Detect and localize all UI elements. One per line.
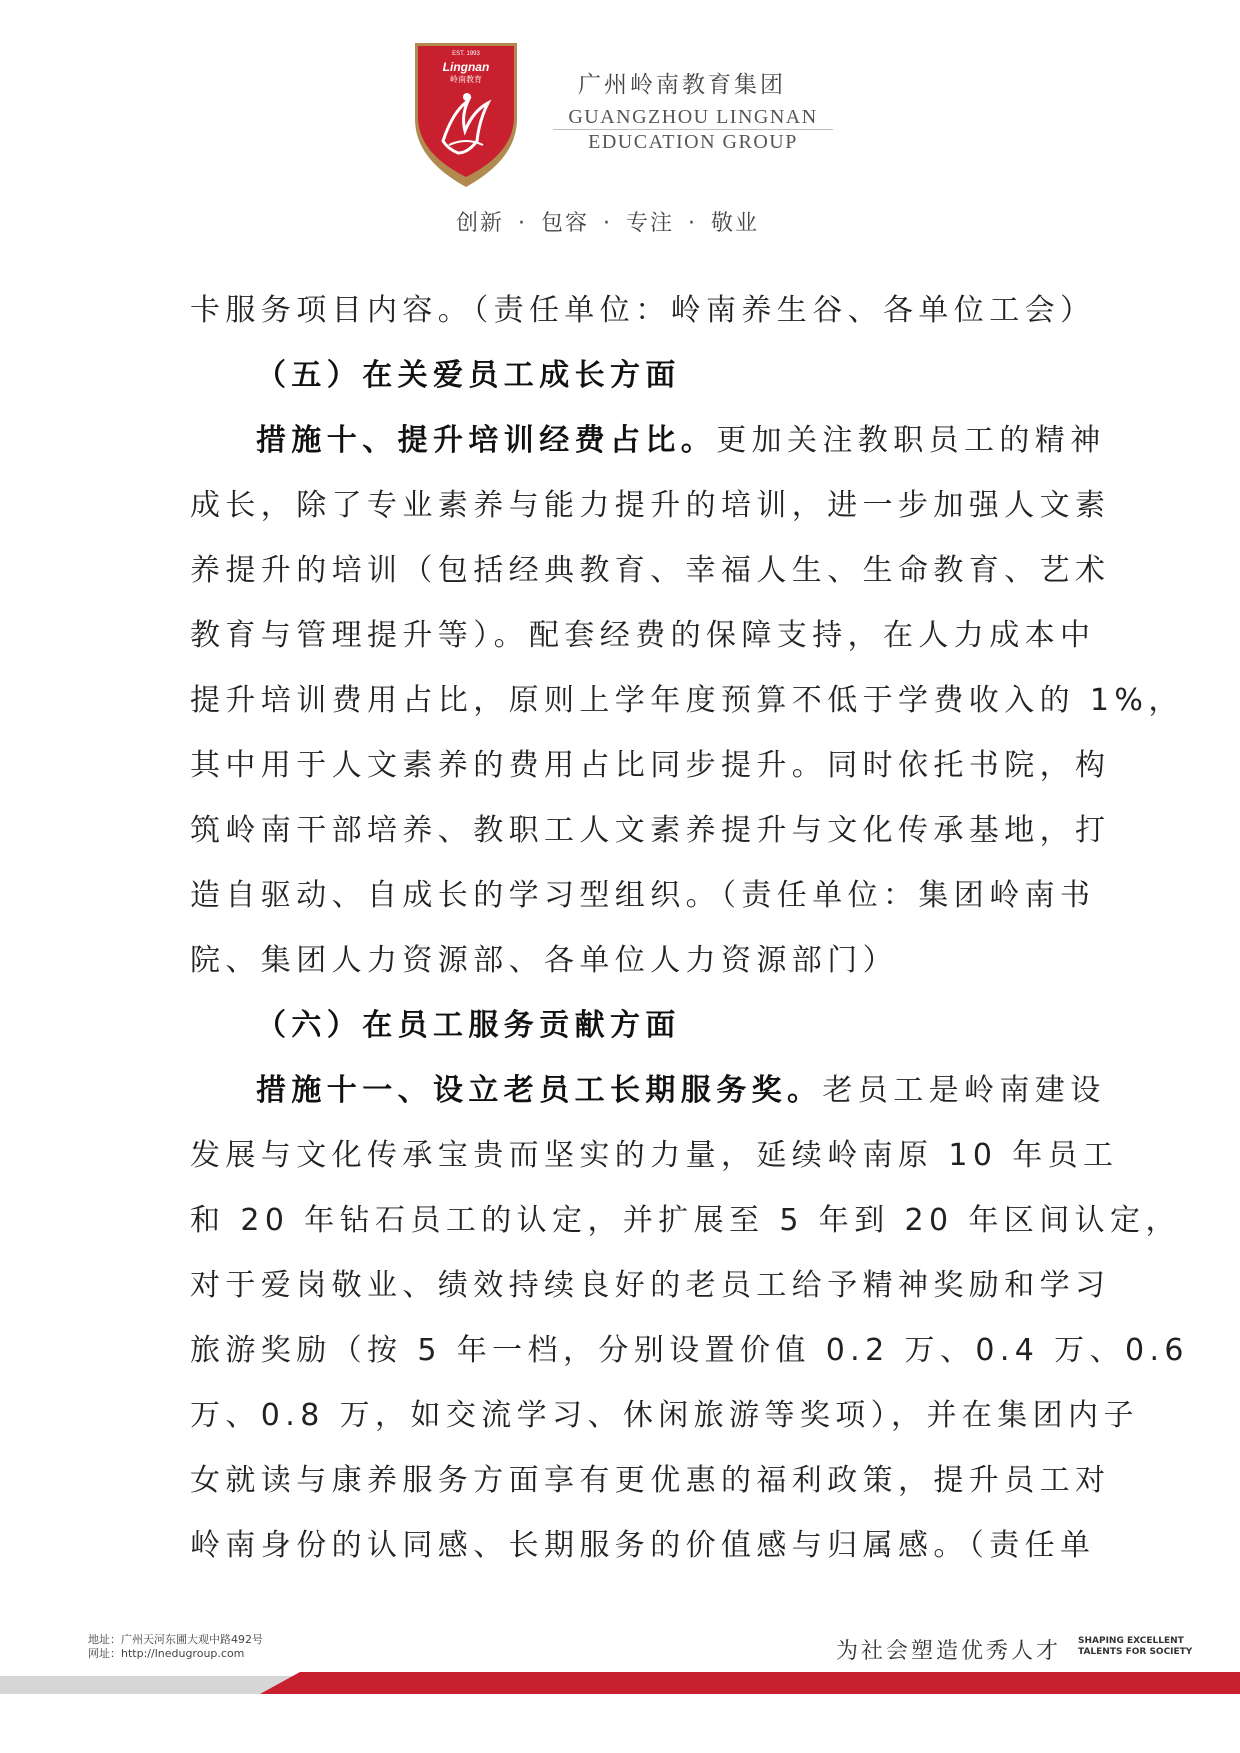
body-line: 卡服务项目内容。（责任单位：岭南养生谷、各单位工会） xyxy=(190,293,1096,328)
footer-address: 地址：广州天河东圃大观中路492号 xyxy=(88,1633,263,1646)
brand-name-en-line2: EDUCATION GROUP xyxy=(588,131,798,153)
body-line: 筑岭南干部培养、教职工人文素养提升与文化传承基地，打 xyxy=(190,813,1111,848)
brand-block xyxy=(553,66,833,154)
body-line: 岭南身份的认同感、长期服务的价值感与归属感。（责任单 xyxy=(190,1528,1096,1563)
body-line: 对于爱岗敬业、绩效持续良好的老员工给予精神奖励和学习 xyxy=(190,1268,1111,1303)
slogan-word: 包容 xyxy=(541,211,590,236)
brand-name-en-line1: GUANGZHOU LINGNAN xyxy=(553,105,833,130)
slogan-word: 创新 xyxy=(456,211,505,236)
body-line: 旅游奖励（按 5 年一档，分别设置价值 0.2 万、0.4 万、0.6 xyxy=(190,1333,1189,1368)
document-body xyxy=(190,278,1189,1578)
footer-slogan-cn: 为社会塑造优秀人才 xyxy=(836,1639,1062,1664)
footer-contact xyxy=(88,1633,263,1661)
body-line: 成长，除了专业素养与能力提升的培训，进一步加强人文素 xyxy=(190,488,1111,523)
body-line: 院、集团人力资源部、各单位人力资源部门） xyxy=(190,943,898,978)
body-line: 和 20 年钻石员工的认定，并扩展至 5 年到 20 年区间认定， xyxy=(190,1203,1181,1238)
footer-slogan-en-line1: SHAPING EXCELLENT xyxy=(1078,1636,1184,1646)
measure-heading-line: 措施十、提升培训经费占比。更加关注教职员工的精神 xyxy=(256,423,1106,458)
footer-website: 网址：http://lnedugroup.com xyxy=(88,1647,245,1660)
svg-text:岭南教育: 岭南教育 xyxy=(450,75,482,84)
slogan-word: 敬业 xyxy=(711,211,760,236)
body-line: 发展与文化传承宝贵而坚实的力量，延续岭南原 10 年员工 xyxy=(190,1138,1119,1173)
body-line: 教育与管理提升等）。配套经费的保障支持，在人力成本中 xyxy=(190,618,1096,653)
header-slogan: 创新 · 包容 · 专注 · 敬业 xyxy=(456,206,759,237)
body-line: 女就读与康养服务方面享有更优惠的福利政策，提升员工对 xyxy=(190,1463,1111,1498)
footer-slogan-en-line2: TALENTS FOR SOCIETY xyxy=(1078,1647,1193,1657)
body-line: 其中用于人文素养的费用占比同步提升。同时依托书院，构 xyxy=(190,748,1111,783)
lingnan-shield-logo xyxy=(413,41,519,189)
slogan-word: 专注 xyxy=(626,211,675,236)
footer-slogan-en xyxy=(1078,1636,1192,1658)
footer-color-bar xyxy=(0,1672,1240,1694)
body-line: 万、0.8 万，如交流学习、休闲旅游等奖项），并在集团内子 xyxy=(190,1398,1139,1433)
svg-text:EST. 1993: EST. 1993 xyxy=(452,51,480,57)
body-line: 造自驱动、自成长的学习型组织。（责任单位：集团岭南书 xyxy=(190,878,1096,913)
body-line: 养提升的培训（包括经典教育、幸福人生、生命教育、艺术 xyxy=(190,553,1111,588)
section-heading: （五）在关爱员工成长方面 xyxy=(256,358,681,393)
measure-heading-line: 措施十一、设立老员工长期服务奖。老员工是岭南建设 xyxy=(256,1073,1106,1108)
svg-text:Lingnan: Lingnan xyxy=(442,60,490,74)
brand-name-cn: 广州岭南教育集团 xyxy=(578,72,786,98)
body-line: 提升培训费用占比，原则上学年度预算不低于学费收入的 1%， xyxy=(190,683,1184,718)
section-heading: （六）在员工服务贡献方面 xyxy=(256,1008,681,1043)
